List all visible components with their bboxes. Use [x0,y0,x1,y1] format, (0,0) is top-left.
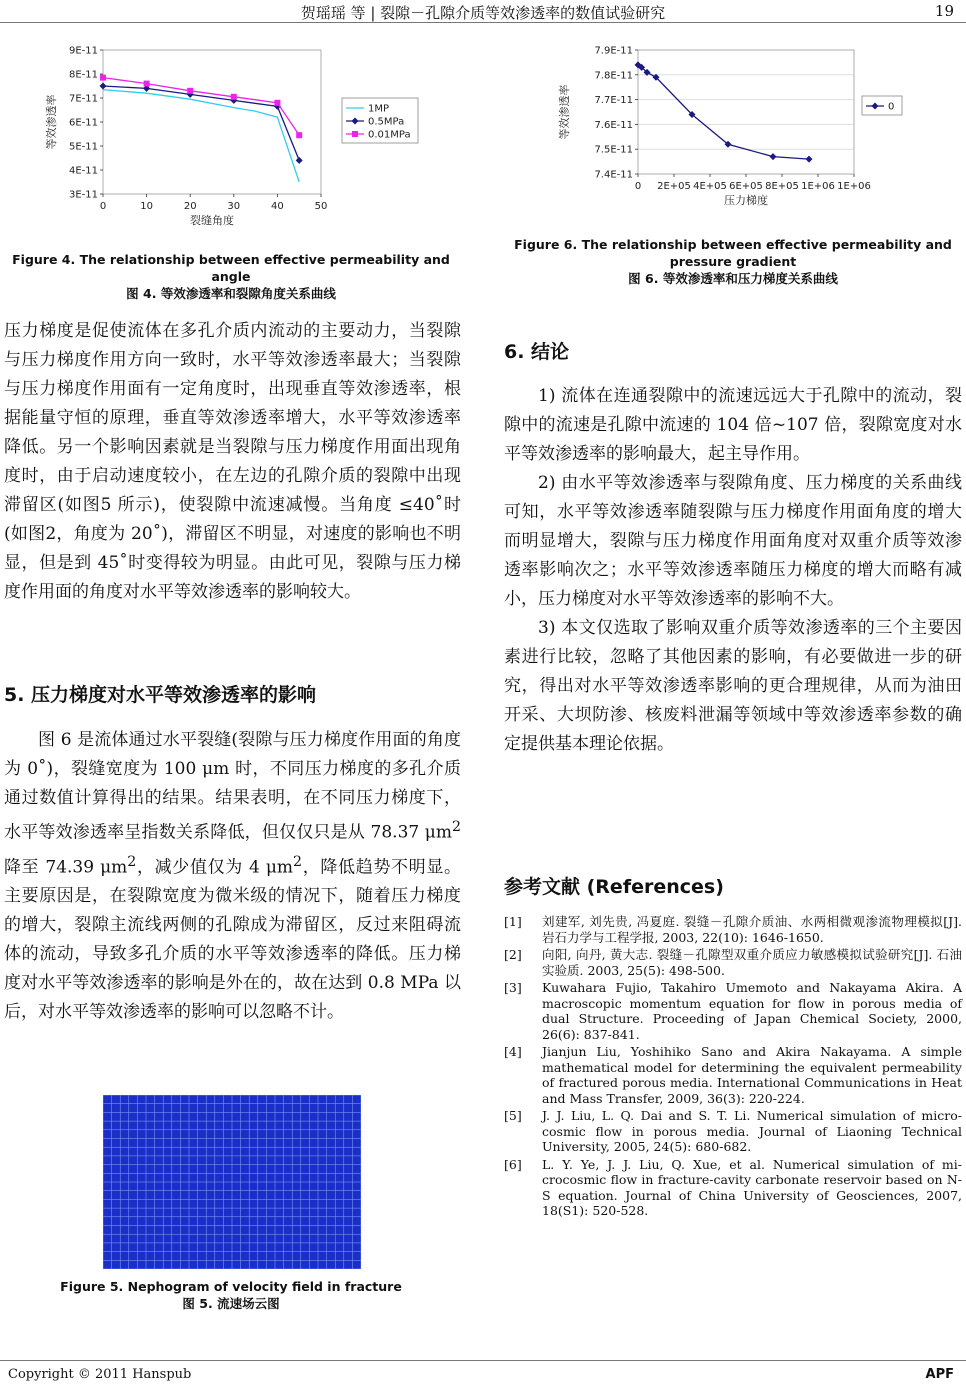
x-tick-label: 0 [634,181,642,192]
reference-text: Kuwahara Fujio, Takahiro Umemoto and Nakayama Akira. A macroscopic momentum equation for flow in porous media of dual Structure. Proceeding of Japan Chemical Society, 2000, 26(6): 837-841. [542,980,962,1042]
reference-item [504,947,962,978]
reference-item [504,1044,962,1106]
page-footer [0,1360,966,1387]
page-header [0,0,966,23]
y-tick-label: 7.8E-11 [594,70,633,82]
figure-6-caption [508,236,958,287]
right-column [504,382,962,759]
y-tick-label: 5E-11 [68,141,98,153]
x-tick-label: 50 [314,201,328,212]
y-tick-label: 7.5E-11 [594,144,633,156]
reference-text: 向阳, 向丹, 黄大志. 裂缝－孔隙型双重介质应力敏感模拟试验研究[J]. 石油实验质. 2003, 25(5): 498-500. [542,947,962,978]
reference-item [504,980,962,1042]
x-tick-label: 30 [227,201,241,212]
data-point-0.01MPa [100,75,106,81]
copyright: Copyright © 2011 Hanspub [8,1367,192,1382]
figure-5-caption [0,1278,462,1312]
y-tick-label: 3E-11 [68,189,98,201]
figure-4-chart [40,36,460,242]
legend-marker [352,131,358,137]
page-number: 19 [934,2,954,20]
x-tick-label: 4E+05 [693,181,727,192]
figure-4-caption-cn: 图 4. 等效渗透率和裂隙角度关系曲线 [126,286,336,301]
data-point-0.01MPa [296,132,302,138]
plot-area [638,50,854,174]
conclusion-2: 2) 由水平等效渗透率与裂隙角度、压力梯度的关系曲线可知，水平等效渗透率随裂隙与压力梯度作用面角度的增大而明显增大，裂隙与压力梯度作用面角度对双重介质等效渗透率影响次之；水平等效渗透率随压力梯度的增大而略有减小，压力梯度对水平等效渗透率的影响不大。 [504,473,962,609]
y-tick-label: 7E-11 [68,93,98,105]
velocity-field-image [103,1095,361,1269]
figure-6-chart [556,36,916,222]
y-tick-label: 7.6E-11 [594,119,633,131]
reference-text: J. J. Liu, L. Q. Dai and S. T. Li. Numerical simulation of micro-cosmic flow in porous media. Journal of Liaoning Technical University, 2005, 24(5): 680-682. [542,1108,962,1154]
paragraph-angle-effect: 压力梯度是促使流体在多孔介质内流动的主要动力，当裂隙与压力梯度作用方向一致时，水平等效渗透率最大；当裂隙与压力梯度作用面有一定角度时，出现垂直等效渗透率，根据能量守恒的原理，垂直等效渗透率增大，水平等效渗透率降低。另一个影响因素就是当裂隙与压力梯度作用面出现角度时，由于启动速度较小，在左边的孔隙介质的裂隙中出现滞留区(如图5 所示)，使裂隙中流速减慢。当角度 ≤40˚时(如图2，角度为 20˚)，滞留区不明显，对速度的影响也不明显，但是到 45˚时变得较为明显。由此可见，裂隙与压力梯度作用面的角度对水平等效渗透率的影响较大。 [4,321,461,602]
data-point-0.01MPa [144,81,150,87]
reference-item [504,1157,962,1219]
reference-item [504,1108,962,1155]
y-tick-label: 7.4E-11 [594,169,633,181]
y-tick-label: 6E-11 [68,117,98,129]
figure-5-nephogram [103,1095,361,1269]
data-point-0.01MPa [231,94,237,100]
x-tick-label: 8E+05 [765,181,799,192]
x-tick-label: 0 [99,201,107,212]
x-axis-label: 压力梯度 [724,194,768,207]
conclusion-3: 3) 本文仅选取了影响双重介质等效渗透率的三个主要因素进行比较，忽略了其他因素的影响，有必要做进一步的研究，得出对水平等效渗透率影响的更合理规律，从而为油田开采、大坝防渗、核废料泄漏等领域中等效渗透率参数的确定提供基本理论依据。 [504,618,962,754]
reference-number: [3] [504,980,522,995]
x-tick-label: 1E+06 [837,181,871,192]
plot-area [103,50,321,194]
y-axis-label: 等效渗透率 [45,94,58,150]
x-tick-label: 2E+05 [657,181,691,192]
left-column-section5 [4,726,461,1027]
x-tick-label: 1E+06 [801,181,835,192]
reference-text: Jianjun Liu, Yoshihiko Sano and Akira Nakayama. A simple mathematical model for determining the equivalent permeability of fractured porous media. International Communications in Heat and Mass Transfer, 2009, 36(3): 220-224. [542,1044,962,1106]
figure-5-caption-cn: 图 5. 流速场云图 [182,1296,280,1311]
figure-6-caption-en: Figure 6. The relationship between effective permeability and pressure gradient [514,237,952,269]
y-tick-label: 4E-11 [68,165,98,177]
reference-number: [5] [504,1108,522,1123]
left-column [4,317,461,607]
legend-label: 0.01MPa [368,129,411,141]
y-axis-label: 等效渗透率 [558,84,571,140]
x-axis-label: 裂缝角度 [190,214,234,227]
legend-label: 0.5MPa [368,116,405,128]
x-tick-label: 6E+05 [729,181,763,192]
legend-label: 0 [888,101,895,113]
data-point-0.01MPa [187,88,193,94]
y-tick-label: 7.9E-11 [594,45,633,57]
references-list [504,914,962,1221]
reference-number: [2] [504,947,522,962]
reference-text: L. Y. Ye, J. J. Liu, Q. Xue, et al. Numerical simulation of mi-crocosmic flow in fracture-cavity carbonate reservoir based on N-S equation. Journal of China University of Geosciences, 2007, 18(S1): 520-528. [542,1156,962,1218]
y-tick-label: 7.7E-11 [594,95,633,107]
legend-label: 1MP [368,103,390,115]
x-tick-label: 40 [271,201,284,212]
figure-5-caption-en: Figure 5. Nephogram of velocity field in fracture [60,1279,402,1294]
conclusion-1: 1) 流体在连通裂隙中的流速远远大于孔隙中的流动，裂隙中的流速是孔隙中流速的 104 倍~107 倍，裂隙宽度对水平等效渗透率的影响最大，起主导作用。 [504,386,962,464]
data-point-0.01MPa [274,100,280,106]
references-heading: 参考文献 (References) [504,876,724,898]
reference-number: [4] [504,1044,522,1059]
y-tick-label: 9E-11 [68,45,98,57]
figure-4-caption [0,251,462,302]
section-5-heading: 5. 压力梯度对水平等效渗透率的影响 [4,684,317,706]
y-tick-label: 8E-11 [68,69,98,81]
paragraph-pressure-gradient: 图 6 是流体通过水平裂缝(裂隙与压力梯度作用面的角度为 0˚)，裂缝宽度为 100 μm 时，不同压力梯度的多孔介质通过数值计算得出的结果。结果表明，在不同压力梯度下，水平等效渗透率呈指数关系降低，但仅仅只是从 78.37 $\mu m^2$ 降至 74.39 $\mu m^2$，减少值仅为 4 $\mu m^2$，降低趋势不明显。主要原因是，在裂隙宽度为微米级的情况下，随着压力梯度的增大，裂隙主流线两侧的孔隙成为滞留区，反过来阻碍流体的流动，导致多孔介质的水平等效渗透率的降低。压力梯度对水平等效渗透率的影响是外在的，故在达到 0.8 MPa 以后，对水平等效渗透率的影响可以忽略不计。 [4,730,462,1023]
reference-number: [1] [504,914,522,929]
running-title: 贺瑶瑶 等 | 裂隙－孔隙介质等效渗透率的数值试验研究 [300,4,666,22]
figure-4-caption-en: Figure 4. The relationship between effective permeability and angle [12,252,450,284]
x-tick-label: 10 [140,201,153,212]
figure-6-caption-cn: 图 6. 等效渗透率和压力梯度关系曲线 [628,271,838,286]
reference-item [504,914,962,945]
journal-abbrev: APF [925,1367,954,1382]
x-tick-label: 20 [183,201,197,212]
reference-text: 刘建军, 刘先贵, 冯夏庭. 裂缝－孔隙介质油、水两相微观渗流物理模拟[J]. 岩石力学与工程学报, 2003, 22(10): 1646-1650. [542,914,962,945]
section-6-heading: 6. 结论 [504,341,570,363]
reference-number: [6] [504,1156,522,1172]
